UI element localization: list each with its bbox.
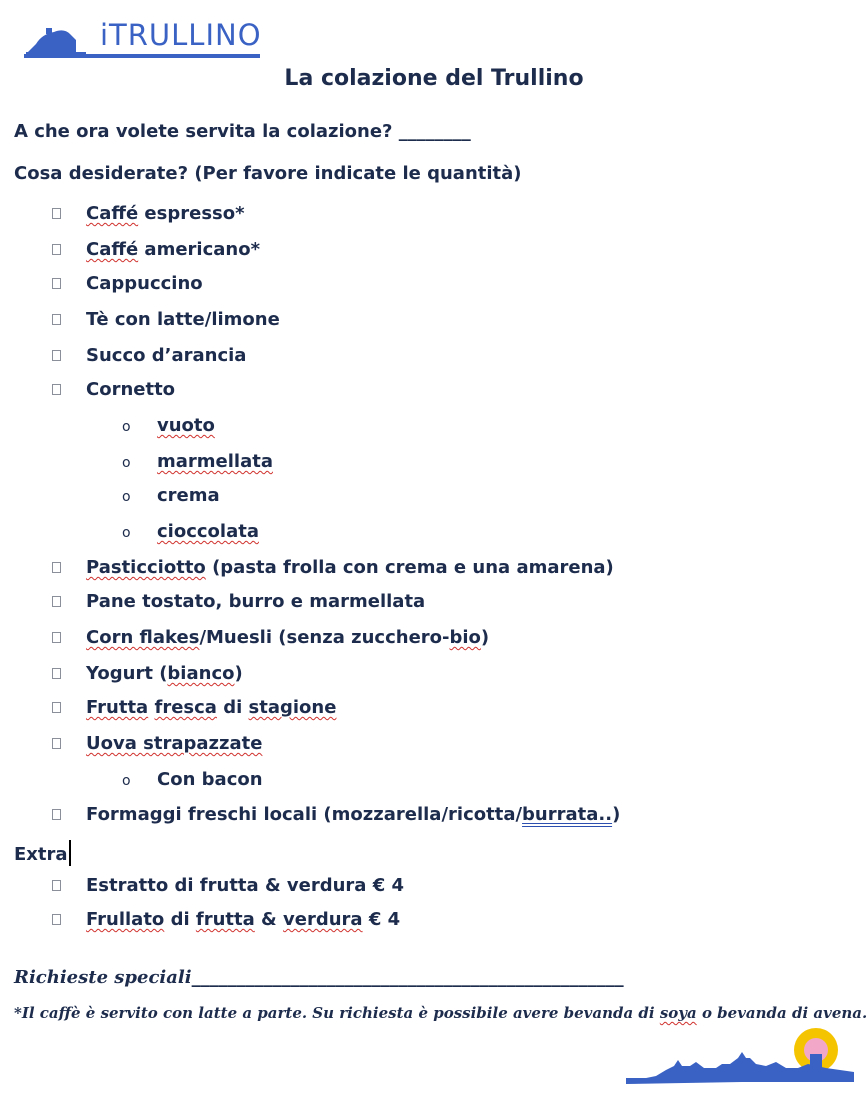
extra-heading-text: Extra (14, 844, 68, 865)
special-requests-line[interactable]: Richieste speciali________________________________________________ (14, 967, 624, 988)
text-run: Succo d’arancia (86, 345, 247, 366)
text-run: verdura (283, 909, 363, 930)
checkbox[interactable] (52, 278, 61, 289)
item-label (86, 591, 425, 612)
bullet-icon: o (122, 489, 131, 505)
sub-option-label: crema (157, 485, 220, 506)
text-run: Estratto di frutta & verdura € 4 (86, 875, 405, 896)
text-run: americano* (138, 239, 260, 260)
text-cursor (69, 840, 71, 866)
item-label (86, 309, 280, 330)
item-label (86, 627, 489, 648)
text-run: stagione (248, 697, 337, 718)
coffee-footnote (14, 1004, 867, 1022)
extra-heading (14, 840, 71, 866)
bullet-icon: o (122, 525, 131, 541)
checkbox[interactable] (52, 668, 61, 679)
text-run: bianco (167, 663, 235, 684)
item-label (86, 273, 203, 294)
checkbox[interactable] (52, 244, 61, 255)
text-run: frutta (195, 909, 255, 930)
text-run: di (164, 909, 196, 930)
text-run: & (254, 909, 284, 930)
item-label (86, 557, 614, 578)
item-label (86, 804, 620, 825)
checkbox[interactable] (52, 880, 61, 891)
checkbox[interactable] (52, 702, 61, 713)
text-run: € 4 (362, 909, 401, 930)
checkbox[interactable] (52, 738, 61, 749)
text-run: Caffé (86, 203, 139, 224)
bullet-icon: o (122, 773, 131, 789)
sub-option-label: vuoto (157, 415, 215, 436)
town-skyline-sun-icon (626, 1028, 854, 1086)
order-question: Cosa desiderate? (Per favore indicate le quantità) (14, 163, 522, 184)
item-label (86, 379, 175, 400)
checkbox[interactable] (52, 208, 61, 219)
text-run: Caffé (86, 239, 139, 260)
item-label (86, 733, 262, 754)
text-run: espresso* (138, 203, 245, 224)
text-run: ) (480, 627, 490, 648)
sub-option-label: Con bacon (157, 769, 263, 790)
text-run: Formaggi freschi locali (mozzarella/ricotta/ (86, 804, 523, 825)
trullino-logo (24, 14, 264, 62)
checkbox[interactable] (52, 596, 61, 607)
text-run: ) (234, 663, 243, 684)
sub-option-label: marmellata (157, 451, 273, 472)
checkbox[interactable] (52, 384, 61, 395)
text-run: Frutta (86, 697, 149, 718)
text-run: Pane tostato, burro e marmellata (86, 591, 426, 612)
text-run: di (216, 697, 249, 718)
item-label (86, 345, 246, 366)
checkbox[interactable] (52, 914, 61, 925)
text-run: Frullato (86, 909, 165, 930)
text-run: Uova strapazzate (86, 733, 263, 754)
item-label (86, 239, 260, 260)
text-run: burrata.. (522, 804, 613, 825)
page-title: La colazione del Trullino (284, 66, 584, 91)
item-label (86, 663, 243, 684)
sub-option-label: cioccolata (157, 521, 259, 542)
logo-underline (24, 52, 264, 62)
text-run: Pasticciotto (86, 557, 206, 578)
item-label (86, 909, 400, 930)
checkbox[interactable] (52, 350, 61, 361)
bullet-icon: o (122, 419, 131, 435)
text-run: ) (612, 804, 621, 825)
text-run: soya (659, 1004, 697, 1022)
checkbox[interactable] (52, 632, 61, 643)
checkbox[interactable] (52, 314, 61, 325)
text-run: bio (449, 627, 481, 648)
text-run: /Muesli (senza zucchero- (199, 627, 450, 648)
logo-text: iTRULLINO (100, 18, 262, 52)
text-run: Corn flakes (86, 627, 200, 648)
text-run: *Il caffè è servito con latte a parte. Su richiesta è possibile avere bevanda di (14, 1004, 660, 1022)
text-run: o bevanda di avena. (696, 1004, 868, 1022)
item-label (86, 875, 404, 896)
checkbox[interactable] (52, 562, 61, 573)
item-label (86, 203, 245, 224)
text-run: fresca (154, 697, 217, 718)
text-run: Cornetto (86, 379, 176, 400)
checkbox[interactable] (52, 809, 61, 820)
text-run: Tè con latte/limone (86, 309, 280, 330)
text-run: Yogurt ( (86, 663, 168, 684)
time-question: A che ora volete servita la colazione? ________ (14, 121, 471, 142)
item-label (86, 697, 336, 718)
text-run: Cappuccino (86, 273, 203, 294)
text-run: (pasta frolla con crema e una amarena) (205, 557, 614, 578)
bullet-icon: o (122, 455, 131, 471)
